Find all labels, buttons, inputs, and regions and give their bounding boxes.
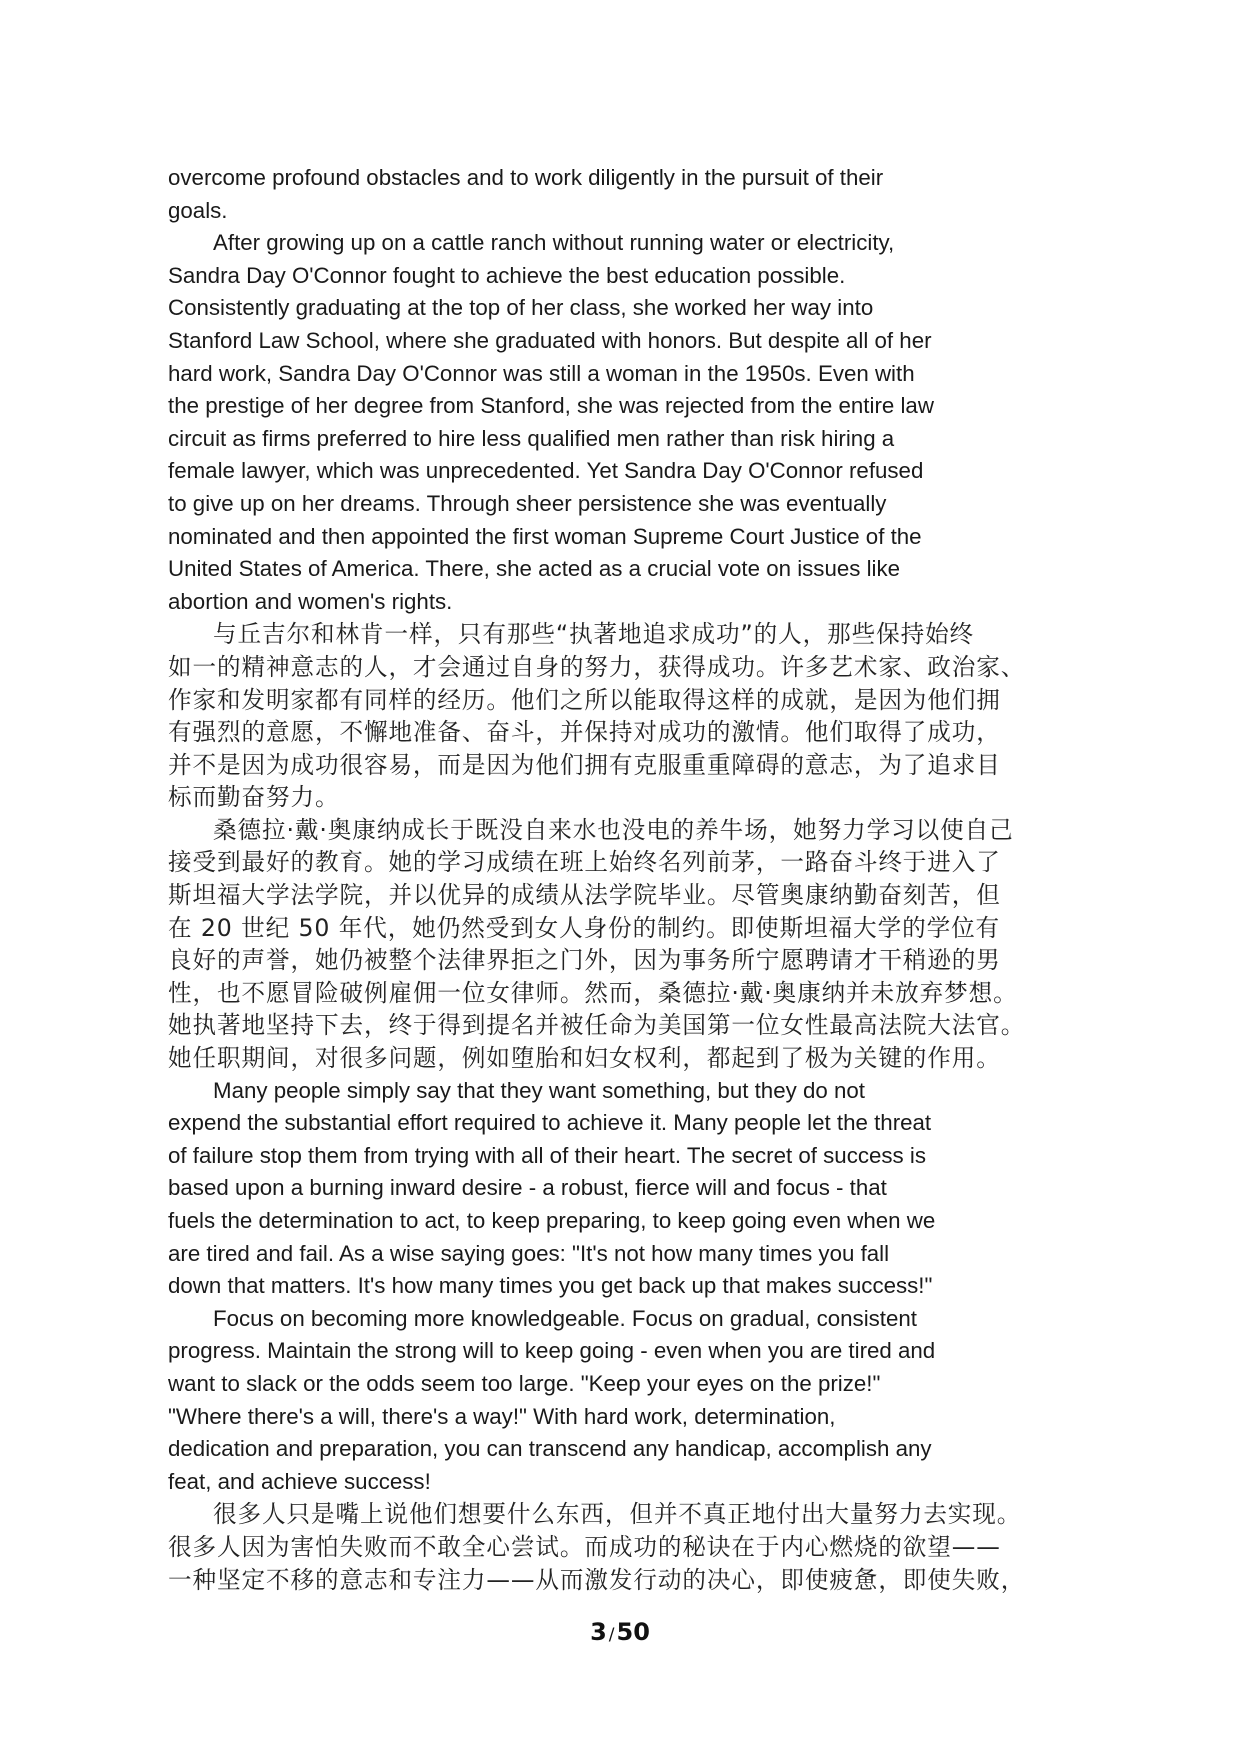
text-line: overcome profound obstacles and to work diligently in the pursuit of their — [168, 165, 884, 190]
text-line: of failure stop them from trying with all of their heart. The secret of success is — [168, 1142, 926, 1168]
text-line: Focus on becoming more knowledgeable. Focus on gradual, consistent — [213, 1305, 917, 1331]
text-line: hard work, Sandra Day O'Connor was still a woman in the 1950s. Even with — [168, 360, 915, 386]
paragraph — [168, 227, 1058, 618]
text-line: 有强烈的意愿，不懈地准备、奋斗，并保持对成功的激情。他们取得了成功， — [168, 718, 1001, 747]
text-line: abortion and women's rights. — [168, 588, 453, 614]
text-line: the prestige of her degree from Stanford, she was rejected from the entire law — [168, 393, 934, 419]
text-line: based upon a burning inward desire - a robust, fierce will and focus - that — [168, 1175, 887, 1201]
text-line: fuels the determination to act, to keep preparing, to keep going even when we — [168, 1208, 936, 1233]
text-line: Many people simply say that they want something, but they do not — [213, 1077, 865, 1103]
paragraph — [168, 1498, 1058, 1596]
page-separator: / — [608, 1625, 615, 1645]
paragraph — [168, 618, 1058, 814]
text-line: female lawyer, which was unprecedented. Yet Sandra Day O'Connor refused — [168, 458, 924, 484]
text-line: 她执著地坚持下去，终于得到提名并被任命为美国第一位女性最高法院大法官。 — [168, 1011, 1026, 1040]
paragraph — [168, 814, 1058, 1075]
text-line: 作家和发明家都有同样的经历。他们之所以能取得这样的成就，是因为他们拥 — [168, 685, 1001, 714]
text-line: "Where there's a will, there's a way!" With hard work, determination, — [168, 1403, 836, 1429]
paragraph — [168, 162, 1058, 227]
page-number — [0, 1618, 1240, 1646]
text-line: 标而勤奋努力。 — [168, 783, 340, 812]
text-line: United States of America. There, she acted as a crucial vote on issues like — [168, 556, 901, 582]
text-line: 并不是因为成功很容易，而是因为他们拥有克服重重障碍的意志，为了追求目 — [168, 750, 1001, 779]
text-line: 很多人只是嘴上说他们想要什么东西，但并不真正地付出大量努力去实现。 — [213, 1500, 1022, 1529]
paragraph — [168, 1075, 1058, 1303]
text-line: nominated and then appointed the first woman Supreme Court Justice of the — [168, 523, 922, 549]
text-line: 如一的精神意志的人，才会通过自身的努力，获得成功。许多艺术家、政治家、 — [168, 652, 1026, 681]
text-line: want to slack or the odds seem too large. "Keep your eyes on the prize!" — [168, 1370, 881, 1396]
text-line: 很多人因为害怕失败而不敢全心尝试。而成功的秘诀在于内心燃烧的欲望—— — [168, 1532, 1001, 1561]
text-line: 她任职期间，对很多问题，例如堕胎和妇女权利，都起到了极为关键的作用。 — [168, 1044, 1001, 1073]
text-line: 接受到最好的教育。她的学习成绩在班上始终名列前茅，一路奋斗终于进入了 — [168, 848, 1001, 877]
text-line: 与丘吉尔和林肯一样，只有那些“执著地追求成功”的人，那些保持始终 — [213, 620, 975, 649]
paragraph — [168, 1303, 1058, 1499]
text-line: 桑德拉·戴·奥康纳成长于既没自来水也没电的养牛场，她努力学习以使自己 — [213, 815, 1014, 844]
text-line: 在 20 世纪 50 年代，她仍然受到女人身份的制约。即使斯坦福大学的学位有 — [168, 913, 1001, 942]
text-line: 斯坦福大学法学院，并以优异的成绩从法学院毕业。尽管奥康纳勤奋刻苦，但 — [168, 881, 1001, 910]
text-line: Consistently graduating at the top of her class, she worked her way into — [168, 295, 874, 321]
text-line: are tired and fail. As a wise saying goes: "It's not how many times you fall — [168, 1240, 890, 1266]
text-line: to give up on her dreams. Through sheer persistence she was eventually — [168, 490, 887, 516]
text-line: goals. — [168, 197, 228, 223]
current-page: 3 — [590, 1618, 607, 1646]
text-line: feat, and achieve success! — [168, 1468, 431, 1494]
text-line: Stanford Law School, where she graduated with honors. But despite all of her — [168, 327, 932, 353]
text-line: down that matters. It's how many times you get back up that makes success!" — [168, 1273, 933, 1299]
text-line: Sandra Day O'Connor fought to achieve the best education possible. — [168, 262, 846, 288]
text-line: 一种坚定不移的意志和专注力——从而激发行动的决心，即使疲惫，即使失败， — [168, 1565, 1026, 1594]
total-pages: 50 — [616, 1618, 650, 1646]
document-body — [168, 162, 1058, 1596]
text-line: 良好的声誉，她仍被整个法律界拒之门外，因为事务所宁愿聘请才干稍逊的男 — [168, 946, 1001, 975]
text-line: progress. Maintain the strong will to keep going - even when you are tired and — [168, 1338, 936, 1364]
text-line: 性，也不愿冒险破例雇佣一位女律师。然而，桑德拉·戴·奥康纳并未放弃梦想。 — [168, 978, 1018, 1007]
text-line: circuit as firms preferred to hire less qualified men rather than risk hiring a — [168, 425, 895, 451]
text-line: expend the substantial effort required to achieve it. Many people let the threat — [168, 1110, 932, 1136]
text-line: dedication and preparation, you can transcend any handicap, accomplish any — [168, 1436, 932, 1462]
text-line: After growing up on a cattle ranch without running water or electricity, — [213, 230, 895, 256]
